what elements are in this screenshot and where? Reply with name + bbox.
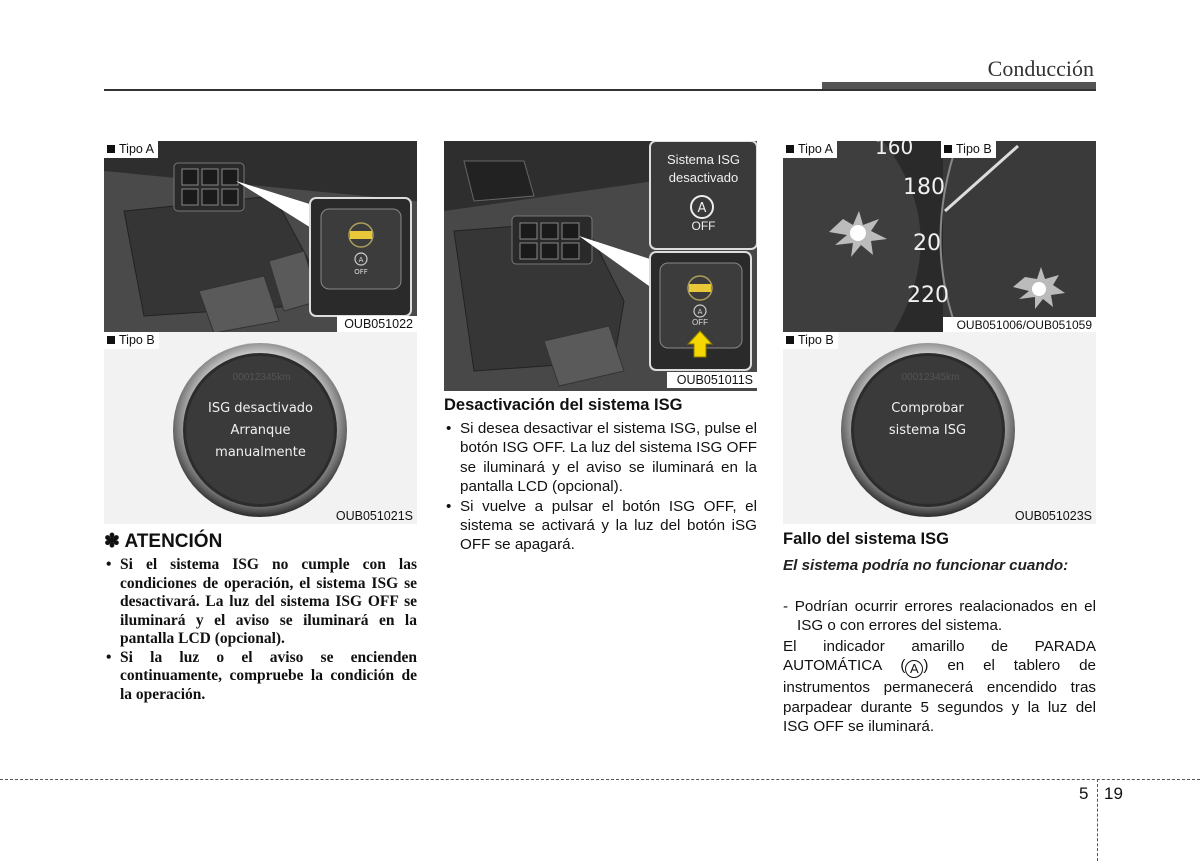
figure-caption: OUB051023S <box>1014 509 1092 523</box>
dashboard-illustration <box>104 141 417 333</box>
figure-caption: OUB051021S <box>335 509 413 523</box>
list-item: • Si vuelve a pulsar el botón ISG OFF, el sistema se activará y la luz del botón iSG OFF se apagará. <box>444 497 757 555</box>
figure-caption: OUB051011S <box>667 372 757 388</box>
running-header-title: Conducción <box>987 56 1094 81</box>
figure-isg-button-tipo-a <box>104 141 417 333</box>
lcd-message-line-1: ISG desactivado <box>207 401 313 416</box>
popup-line-2: desactivado <box>668 170 739 185</box>
lcd-message-line-3: manualmente <box>215 445 306 460</box>
section-heading: Desactivación del sistema ISG <box>444 396 683 414</box>
lcd-message-line-2: Arranque <box>230 423 291 438</box>
list-item: • Si el sistema ISG no cumple con las condiciones de operación, el sistema ISG se desactivará. La luz del sistema ISG OFF se iluminará y el aviso se iluminará en la pantalla LCD (opcional). <box>104 556 417 649</box>
figure-caption: OUB051006/OUB051059 <box>943 317 1096 333</box>
gauge-number-180: 180 <box>903 175 945 200</box>
footer-vertical-dashed-rule <box>1097 779 1098 861</box>
subheading: El sistema podría no funcionar cuando: <box>783 557 1069 574</box>
section-heading: Fallo del sistema ISG <box>783 530 949 548</box>
figure-lcd-check-isg <box>783 332 1096 524</box>
figure-tag-label: Tipo A <box>798 142 833 156</box>
figure-tag <box>104 141 158 158</box>
atencion-title: ✽ ATENCIÓN <box>104 531 223 552</box>
list-item: • Si desea desactivar el sistema ISG, pulse el botón ISG OFF. La luz del sistema ISG OFF se iluminará y el aviso se iluminará en la pantalla LCD (opcional). <box>444 419 757 497</box>
gauge-number-20: 20 <box>913 231 941 256</box>
lcd-faint-odometer: 00012345km <box>232 372 291 383</box>
lcd-message-line-2: sistema ISG <box>888 423 967 438</box>
svg-text:A: A <box>697 201 707 216</box>
figure-cluster-indicator <box>783 141 1096 333</box>
figure-tag <box>783 332 838 349</box>
figure-tag-label: Tipo B <box>798 333 834 347</box>
figure-lcd-tipo-b <box>104 332 417 524</box>
lcd-message-line-1: Comprobar <box>891 401 964 416</box>
failure-paragraph <box>783 637 1096 737</box>
atencion-bullets <box>104 556 417 704</box>
svg-text:A: A <box>358 256 364 264</box>
svg-text:A: A <box>697 308 703 316</box>
square-bullet-icon <box>786 145 794 153</box>
figure-tag-label: Tipo B <box>956 142 992 156</box>
square-bullet-icon <box>107 145 115 153</box>
gauge-number-160: 160 <box>875 141 914 159</box>
figure-isg-deactivation <box>444 141 757 391</box>
figure-tag-label: Tipo B <box>119 333 155 347</box>
list-item: • Si la luz o el aviso se encienden continuamente, compruebe la condición de la operación. <box>104 649 417 705</box>
svg-text:OFF: OFF <box>354 268 368 276</box>
auto-stop-indicator-icon: A <box>905 660 923 678</box>
paragraph-text: El indicador amarillo de PARADA AUTOMÁTICA ( <box>783 638 1096 675</box>
square-bullet-icon <box>786 336 794 344</box>
dash-item: - Podrían ocurrir errores realacionados en el ISG o con errores del sistema. <box>783 598 1096 635</box>
gauge-number-220: 220 <box>907 283 949 308</box>
figure-caption: OUB051022 <box>337 316 417 332</box>
square-bullet-icon <box>944 145 952 153</box>
popup-off-label: OFF <box>691 219 716 233</box>
paragraph-text: ) en el tablero de instrumentos permanecerá encendido tras parpadear durante 5 segundos y la luz del ISG OFF se iluminará. <box>783 657 1096 736</box>
footer-dashed-rule <box>0 779 1200 780</box>
header-rule <box>104 89 1096 91</box>
page-number: 19 <box>1104 784 1123 803</box>
figure-tag-a <box>783 141 837 158</box>
figure-tag-label: Tipo A <box>119 142 154 156</box>
lcd-faint-odometer: 00012345km <box>901 372 960 383</box>
chapter-number: 5 <box>1079 784 1089 803</box>
deactivation-bullets <box>444 419 757 555</box>
square-bullet-icon <box>107 336 115 344</box>
popup-line-1: Sistema ISG <box>667 152 740 167</box>
figure-tag <box>104 332 159 349</box>
figure-tag-b <box>941 141 996 158</box>
isg-off-button-label: OFF <box>692 318 708 327</box>
